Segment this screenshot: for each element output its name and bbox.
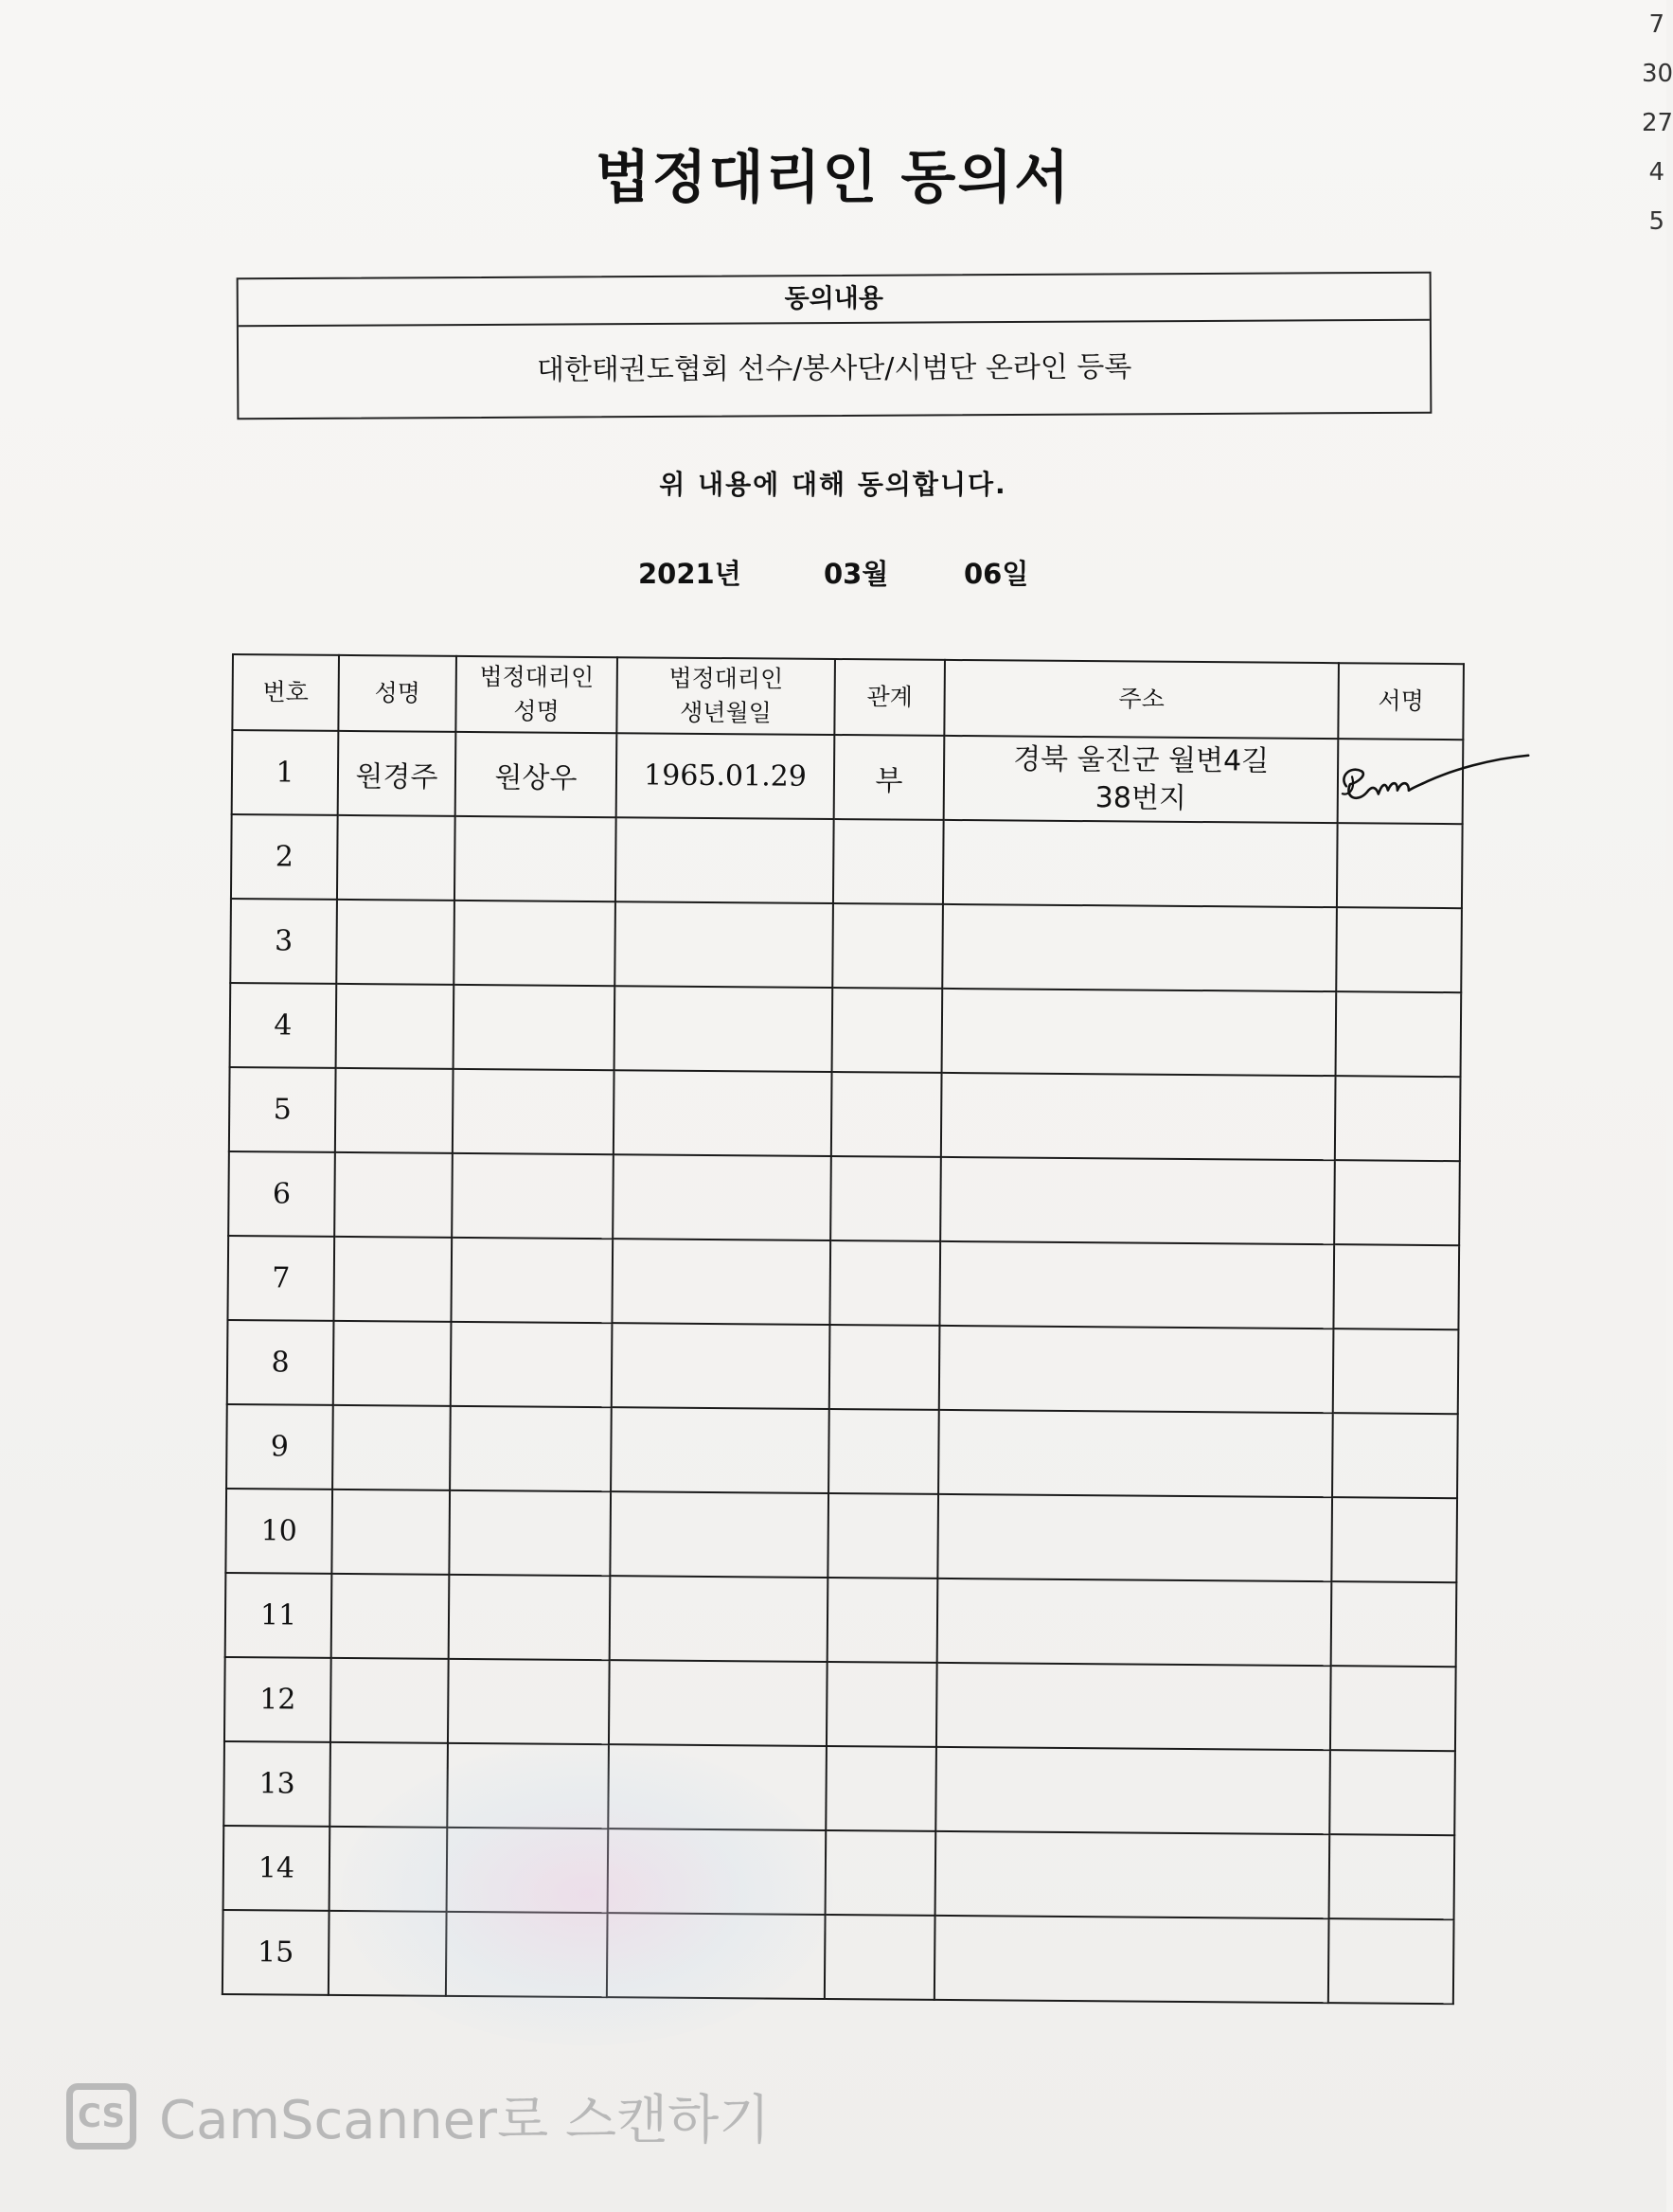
row-address: [939, 1241, 1334, 1329]
row-no: 2: [231, 814, 338, 900]
date-year: 2021년: [638, 558, 741, 590]
row-signature: [1330, 1666, 1456, 1751]
row-relation: [829, 1240, 940, 1326]
row-guardian-birth: [610, 1576, 828, 1662]
row-relation: [825, 1915, 935, 2000]
row-guardian-birth: [612, 1323, 830, 1409]
table-row: [224, 1657, 1456, 1751]
row-no: 1: [232, 730, 339, 815]
row-signature: [1338, 739, 1464, 824]
row-name: [333, 1321, 452, 1406]
edge-number: 4: [1648, 158, 1664, 187]
row-no: 13: [223, 1741, 330, 1827]
row-name: 원경주: [338, 731, 456, 816]
row-guardian-name: [447, 1743, 609, 1828]
row-name: [330, 1658, 449, 1743]
row-signature: [1336, 907, 1462, 992]
row-name: [335, 1068, 454, 1153]
table-row: [223, 1741, 1455, 1835]
row-guardian-name: [449, 1575, 611, 1660]
camscanner-watermark: [66, 2083, 770, 2150]
row-guardian-name: [448, 1659, 610, 1744]
document-title: 법정대리인 동의서: [595, 145, 1072, 211]
row-relation: [831, 1072, 942, 1157]
row-guardian-name: [451, 1322, 613, 1407]
row-name: [331, 1574, 450, 1659]
row-name: [329, 1827, 448, 1912]
row-guardian-name: [449, 1490, 611, 1576]
row-guardian-birth: [614, 986, 833, 1072]
row-no: 11: [225, 1573, 332, 1658]
consent-date: [638, 553, 1028, 592]
row-guardian-birth: [614, 1070, 832, 1156]
camscanner-logo-icon: CS: [66, 2083, 136, 2150]
table-row: [232, 730, 1464, 824]
row-guardian-name: [451, 1238, 613, 1323]
table-row: [230, 983, 1462, 1077]
header-guardian-birth-line2: 생년월일: [680, 698, 772, 727]
row-guardian-birth: [612, 1239, 830, 1325]
row-address: [938, 1410, 1333, 1497]
row-guardian-birth: 1965.01.29: [616, 733, 835, 819]
row-name: [336, 900, 454, 985]
row-guardian-name: [450, 1406, 612, 1491]
row-guardian-birth: [607, 1913, 826, 1999]
row-guardian-name: [454, 901, 615, 986]
row-name: [332, 1405, 451, 1490]
row-address: [935, 1831, 1330, 1918]
edge-number: 5: [1648, 207, 1664, 236]
row-name: [329, 1742, 448, 1828]
row-relation: [828, 1578, 938, 1663]
row-name: [331, 1490, 450, 1575]
table-row: [227, 1320, 1459, 1414]
header-address: 주소: [944, 660, 1339, 739]
header-guardian-birth: [616, 657, 835, 735]
row-no: 10: [225, 1489, 332, 1574]
row-relation: [826, 1830, 936, 1916]
row-no: 4: [230, 983, 337, 1068]
row-guardian-birth: [608, 1744, 827, 1830]
camscanner-watermark-text: CamScanner로 스캔하기: [159, 2090, 771, 2151]
guardian-table-wrapper: [222, 653, 1463, 2005]
table-row: [229, 1067, 1461, 1161]
row-no: 12: [224, 1657, 331, 1742]
row-address: [942, 904, 1337, 991]
table-row: [225, 1573, 1457, 1667]
row-signature: [1333, 1329, 1459, 1414]
row-relation: [826, 1746, 936, 1831]
row-relation: [829, 1325, 940, 1410]
row-address: [937, 1494, 1332, 1581]
row-signature: [1335, 1076, 1461, 1161]
guardian-table: [222, 653, 1465, 2005]
row-relation: [830, 1156, 941, 1241]
row-no: 8: [227, 1320, 334, 1405]
row-signature: [1334, 1160, 1460, 1245]
header-guardian-name: [455, 656, 617, 733]
row-guardian-birth: [613, 1154, 831, 1240]
row-guardian-name: [452, 1153, 614, 1239]
row-relation: [828, 1409, 939, 1494]
row-signature: [1331, 1581, 1457, 1667]
edge-number: 27: [1642, 109, 1673, 137]
consent-body: 대한태권도협회 선수/봉사단/시범단 온라인 등록: [536, 350, 1132, 387]
agreement-statement: 위 내용에 대해 동의합니다.: [659, 469, 1007, 500]
row-signature: [1333, 1244, 1459, 1329]
date-month: 03월: [824, 558, 889, 590]
row-address: [934, 1916, 1329, 2003]
row-no: 6: [228, 1151, 335, 1237]
row-relation: [832, 903, 943, 989]
row-address-line2: 38번지: [1095, 780, 1187, 815]
row-relation: [828, 1493, 938, 1579]
row-address-line1: 경북 울진군 월변4길: [1013, 741, 1270, 778]
row-guardian-name: [447, 1828, 609, 1913]
table-row: [222, 1910, 1454, 2004]
row-relation: [827, 1662, 937, 1747]
row-signature: [1329, 1750, 1455, 1835]
row-no: 5: [229, 1067, 336, 1152]
header-guardian-name-line2: 성명: [513, 697, 560, 725]
row-guardian-birth: [608, 1828, 827, 1915]
row-guardian-name: [453, 1069, 614, 1154]
row-guardian-birth: [615, 817, 834, 903]
consent-box: [237, 272, 1433, 420]
row-name: [333, 1237, 452, 1322]
row-relation: [832, 988, 943, 1073]
row-name: [337, 815, 455, 901]
row-guardian-name: [454, 985, 615, 1070]
row-guardian-name: [446, 1912, 608, 1997]
row-address: [937, 1579, 1332, 1666]
row-guardian-name: [454, 816, 616, 901]
row-no: 14: [223, 1826, 330, 1911]
table-row: [223, 1826, 1455, 1919]
row-address: [941, 1073, 1336, 1160]
row-name: [329, 1911, 447, 1996]
row-address: [944, 736, 1339, 823]
row-signature: [1331, 1497, 1457, 1582]
row-no: 7: [227, 1236, 334, 1321]
row-signature: [1332, 1413, 1458, 1498]
table-row: [230, 899, 1462, 992]
header-name: 성명: [338, 655, 456, 732]
row-address: [942, 989, 1337, 1076]
row-no: 9: [226, 1404, 333, 1490]
row-guardian-birth: [611, 1407, 829, 1493]
table-header-row: [232, 654, 1464, 740]
edge-number: 7: [1648, 10, 1664, 39]
header-guardian-name-line1: 법정대리인: [479, 663, 595, 692]
row-guardian-birth: [614, 901, 833, 988]
row-signature: [1337, 823, 1463, 908]
row-relation: [833, 819, 944, 904]
header-relation: 관계: [834, 659, 945, 736]
row-address: [943, 820, 1338, 907]
row-address: [935, 1747, 1330, 1834]
edge-number: 30: [1642, 60, 1673, 88]
consent-header: 동의내용: [239, 274, 1430, 328]
row-signature: [1336, 991, 1462, 1077]
row-address: [936, 1663, 1331, 1750]
row-name: [334, 1152, 453, 1238]
row-address: [940, 1157, 1335, 1244]
header-guardian-birth-line1: 법정대리인: [668, 664, 784, 693]
date-day: 06일: [964, 558, 1029, 590]
row-no: 3: [230, 899, 337, 984]
table-row: [231, 814, 1463, 908]
row-guardian-birth: [610, 1491, 828, 1578]
table-row: [228, 1151, 1460, 1245]
row-signature: [1328, 1918, 1454, 2004]
row-name: [336, 984, 454, 1069]
row-signature: [1329, 1834, 1455, 1919]
table-row: [227, 1236, 1459, 1329]
row-relation: 부: [834, 735, 945, 820]
table-row: [226, 1404, 1458, 1498]
handwritten-signature: [1329, 748, 1539, 816]
table-row: [225, 1489, 1457, 1582]
row-guardian-birth: [609, 1660, 828, 1746]
header-no: 번호: [232, 654, 339, 731]
header-signature: 서명: [1338, 663, 1464, 740]
row-no: 15: [222, 1910, 329, 1995]
row-address: [939, 1326, 1334, 1413]
row-guardian-name: 원상우: [455, 732, 617, 817]
